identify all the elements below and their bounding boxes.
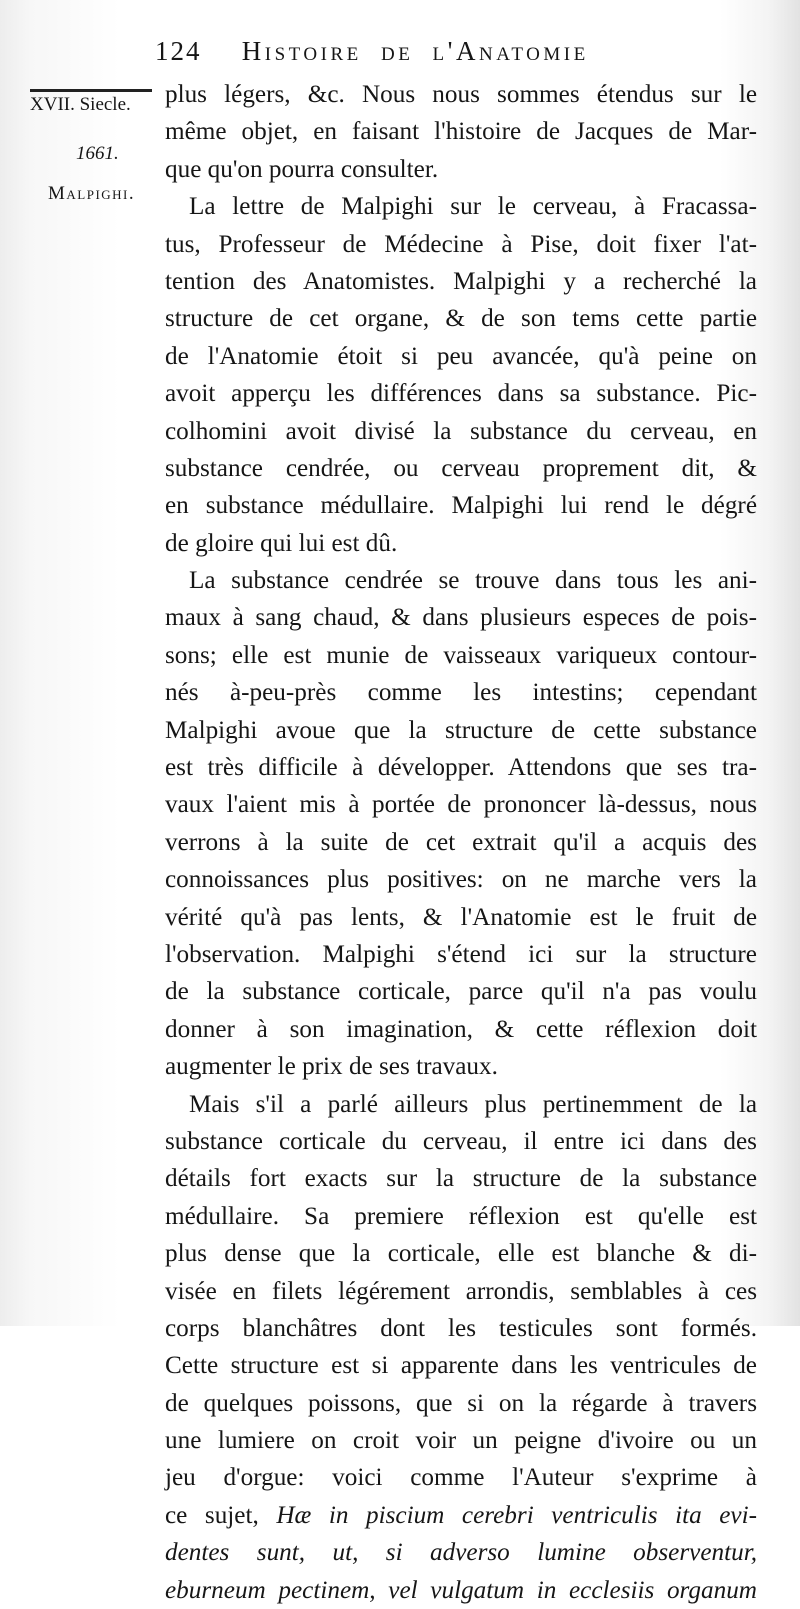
text-line: vérité qu'à pas lents, & l'Anatomie est le fruit de — [165, 903, 757, 931]
text-line: La lettre de Malpighi sur le cerveau, à Fracassa- — [189, 193, 757, 221]
text-line: est très difficile à développer. Attendons que ses tra- — [165, 754, 757, 782]
text-line-roman: ce sujet, — [165, 1501, 259, 1529]
text-line: verrons à la suite de cet extrait qu'il a acquis des — [165, 828, 757, 856]
page-number: 124 — [155, 36, 202, 66]
text-line: de quelques poissons, que si on la régarde à travers — [165, 1389, 757, 1417]
text-line: l'observation. Malpighi s'étend ici sur la structure — [165, 940, 757, 968]
latin-quotation-line: dentes sunt, ut, si adverso lumine observentur, — [165, 1539, 757, 1567]
page-header — [155, 36, 755, 76]
margin-note-century: XVII. Siecle. — [30, 94, 131, 115]
text-line: tus, Professeur de Médecine à Pise, doit fixer l'at- — [165, 230, 757, 258]
text-line: Mais s'il a parlé ailleurs plus pertinemment de la — [189, 1090, 757, 1118]
text-line: même objet, en faisant l'histoire de Jacques de Mar- — [165, 118, 757, 146]
text-line: une lumiere on croit voir un peigne d'ivoire ou un — [165, 1427, 757, 1455]
latin-quotation-line: eburneum pectinem, vel vulgatum in ecclesiis organum — [165, 1576, 757, 1604]
text-line: de gloire qui lui est dû. — [165, 529, 398, 557]
text-line: connoissances plus positives: on ne marche vers la — [165, 866, 757, 894]
text-line: tention des Anatomistes. Malpighi y a recherché la — [165, 267, 757, 295]
margin-note-name: Malpighi. — [48, 183, 136, 204]
text-line: médullaire. Sa premiere réflexion est qu'elle est — [165, 1202, 757, 1230]
text-line: plus légers, &c. Nous nous sommes étendus sur le — [165, 81, 757, 108]
text-line: augmenter le prix de ses travaux. — [165, 1053, 498, 1081]
margin-note-year: 1661. — [76, 143, 119, 164]
text-line: substance cendrée, ou cerveau proprement dit, & — [165, 454, 757, 482]
text-line: avoit apperçu les différences dans sa substance. Pic- — [165, 380, 757, 408]
text-line: structure de cet organe, & de son tems cette partie — [165, 305, 757, 333]
text-line: La substance cendrée se trouve dans tous les ani- — [189, 567, 757, 595]
text-line: que qu'on pourra consulter. — [165, 155, 439, 183]
text-line: vaux l'aient mis à portée de prononcer là-dessus, nous — [165, 791, 757, 819]
text-line: nés à-peu-près comme les intestins; cependant — [165, 679, 757, 707]
text-line: substance corticale du cerveau, il entre ici dans des — [165, 1127, 757, 1155]
text-line: sons; elle est munie de vaisseaux variqueux contour- — [165, 641, 757, 669]
text-line: donner à son imagination, & cette réflexion doit — [165, 1015, 757, 1043]
text-line: Cette structure est si apparente dans les ventricules de — [165, 1352, 757, 1380]
text-line: plus dense que la corticale, elle est blanche & di- — [165, 1240, 757, 1268]
text-line: détails fort exacts sur la structure de la substance — [165, 1165, 757, 1193]
text-line: de la substance corticale, parce qu'il n'a pas voulu — [165, 978, 757, 1006]
text-line: colhomini avoit divisé la substance du cerveau, en — [165, 417, 757, 445]
text-line: Malpighi avoue que la structure de cette substance — [165, 716, 757, 744]
text-line: jeu d'orgue: voici comme l'Auteur s'exprime à — [165, 1464, 757, 1492]
text-line: de l'Anatomie étoit si peu avancée, qu'à peine on — [165, 342, 757, 370]
text-line: maux à sang chaud, & dans plusieurs especes de pois- — [165, 604, 757, 632]
margin-rule — [30, 89, 152, 92]
latin-quotation: Hæ in piscium cerebri ventriculis ita evi- — [276, 1501, 757, 1529]
body-text — [165, 76, 757, 1609]
text-line — [165, 1497, 757, 1534]
running-title: Histoire de l'Anatomie — [241, 36, 589, 66]
text-line: visée en filets légérement arrondis, semblables à ces — [165, 1277, 757, 1305]
text-line: corps blanchâtres dont les testicules sont formés. — [165, 1314, 757, 1342]
text-line: en substance médullaire. Malpighi lui rend le dégré — [165, 492, 757, 520]
